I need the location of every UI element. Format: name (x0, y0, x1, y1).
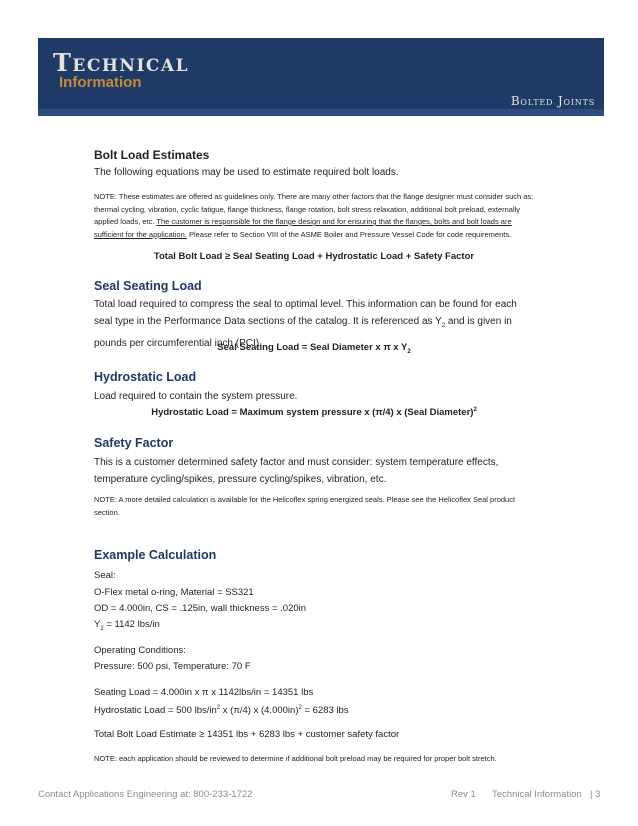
hydrostatic-equation-text: Hydrostatic Load = Maximum system pressure x (π/4) x (Seal Diameter) (151, 407, 474, 419)
example-seal-label: Seal: (94, 570, 116, 581)
header-subtitle: Information (59, 74, 142, 91)
seal-seating-equation (94, 342, 534, 355)
header-banner (38, 38, 604, 116)
example-conditions-label: Operating Conditions: (94, 645, 186, 656)
hydro-part-b: x (π/4) x (4.000in) (220, 705, 299, 717)
safety-note: NOTE: A more detailed calculation is available for the Helicoflex spring energized seals. Please see the Helicoflex Seal product section. (94, 495, 516, 517)
y2-value: = 1142 lbs/in (103, 619, 160, 630)
banner-stripe (38, 109, 604, 116)
seal-seating-equation-text: Seal Seating Load = Seal Diameter x π x Y (217, 342, 408, 353)
hydrostatic-equation (94, 407, 534, 418)
header-title: Technical (53, 48, 190, 77)
y2-sub: 2 (100, 625, 104, 632)
example-seal-type: O-Flex metal o-ring, Material = SS321 (94, 587, 254, 598)
example-hydrostatic-load (94, 700, 349, 719)
note-text: NOTE: These estimates are offered as guidelines only. There are many other factors that the flange designer must consider such as: thermal cycling, vibration, cyclic fatigue, flange thickness, flange rotation, bolt stress relaxation, additional bolt preload, externally applied loads, etc. (94, 192, 534, 226)
footer-rev: Rev 1 (451, 789, 476, 800)
section-title: Bolted Joints (510, 94, 595, 108)
hydrostatic-text: Load required to contain the system pressure. (94, 391, 298, 402)
footer-page: | 3 (590, 789, 601, 800)
hydro-sup-2: 2 (298, 705, 302, 711)
example-conditions: Pressure: 500 psi, Temperature: 70 F (94, 661, 251, 672)
hydro-sup-1: 2 (216, 705, 221, 711)
hydro-part-c: = 6283 lbs (301, 705, 349, 717)
example-y2 (94, 616, 160, 638)
seal-seating-text-b: and is given in pounds per circumferential inch (PCI). (94, 316, 512, 349)
footer-doc: Technical Information (492, 789, 582, 800)
seal-seating-text-a: Total load required to compress the seal to optimal level. This information can be found for each seal type in the Performance Data sections of the catalog. It is referenced as Y (94, 299, 517, 327)
example-total: Total Bolt Load Estimate ≥ 14351 lbs + 6283 lbs + customer safety factor (94, 729, 400, 740)
seal-seating-equation-sub: 2 (407, 348, 411, 355)
example-heading: Example Calculation (94, 548, 217, 562)
note-underlined: The customer is responsible for the flange design and for ensuring that the flanges, bolts and bolt loads are sufficient for the application. (94, 217, 512, 239)
safety-text: This is a customer determined safety factor and must consider: system temperature effects, temperature cycling/spikes, pressure cycling/spikes, vibration, etc. (94, 457, 499, 485)
seal-seating-heading: Seal Seating Load (94, 279, 202, 293)
hydrostatic-heading: Hydrostatic Load (94, 370, 197, 384)
bolt-load-heading: Bolt Load Estimates (94, 148, 210, 162)
bolt-load-note (94, 191, 534, 241)
total-bolt-load-equation: Total Bolt Load ≥ Seal Seating Load + Hydrostatic Load + Safety Factor (153, 251, 475, 262)
bolt-load-intro: The following equations may be used to estimate required bolt loads. (94, 167, 399, 178)
hydrostatic-equation-sup: 2 (473, 407, 477, 413)
example-note: NOTE: each application should be reviewed to determine if additional bolt preload may be required for proper bolt stretch. (94, 754, 497, 763)
note-text-after: Please refer to Section VIII of the ASME Boiler and Pressure Vessel Code for code requirements. (188, 229, 512, 239)
y2-label: Y (94, 619, 101, 630)
example-dimensions: OD = 4.000in, CS = .125in, wall thickness = .020in (94, 603, 307, 614)
example-seating-load: Seating Load = 4.000in x π x 1142lbs/in = 14351 lbs (94, 687, 314, 698)
hydro-part-a: Hydrostatic Load = 500 lbs/in (94, 705, 217, 717)
footer-contact: Contact Applications Engineering at: 800-233-1722 (38, 789, 253, 800)
safety-heading: Safety Factor (94, 436, 174, 450)
y2-subscript: 2 (441, 323, 446, 329)
